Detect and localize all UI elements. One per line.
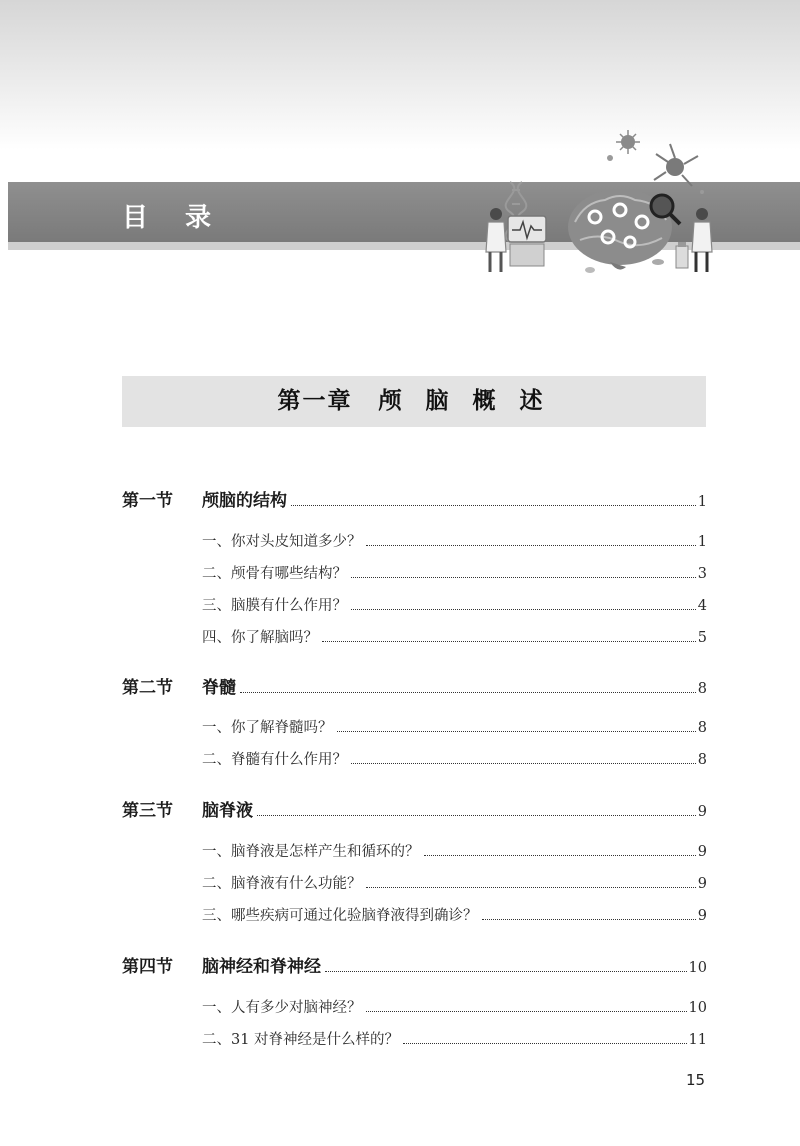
toc-item[interactable] bbox=[202, 904, 707, 930]
toc-item[interactable] bbox=[202, 840, 707, 866]
dot-leader bbox=[366, 1011, 687, 1012]
dot-leader bbox=[351, 609, 696, 610]
chapter-number: 第一章 bbox=[277, 388, 353, 414]
page-number: 8 bbox=[697, 720, 707, 736]
dot-leader bbox=[366, 545, 696, 546]
toc-section-1[interactable] bbox=[122, 486, 707, 512]
item-title: 一、你对头皮知道多少？ bbox=[202, 534, 362, 550]
section-number: 第三节 bbox=[122, 801, 173, 821]
section-number: 第一节 bbox=[122, 491, 173, 511]
page-number: 5 bbox=[697, 630, 707, 646]
dot-leader bbox=[337, 731, 696, 732]
dot-leader bbox=[257, 815, 696, 816]
page-number: 4 bbox=[697, 598, 707, 614]
item-title: 三、脑膜有什么作用？ bbox=[202, 598, 347, 614]
toc-section-4[interactable] bbox=[122, 952, 707, 978]
item-title: 一、你了解脊髓吗？ bbox=[202, 720, 333, 736]
toc-item[interactable] bbox=[202, 562, 707, 588]
page-number: 9 bbox=[697, 844, 707, 860]
dot-leader bbox=[322, 641, 696, 642]
item-title: 一、人有多少对脑神经？ bbox=[202, 1000, 362, 1016]
item-title: 二、颅骨有哪些结构？ bbox=[202, 566, 347, 582]
page-number: 8 bbox=[697, 681, 707, 697]
section-title: 脑脊液 bbox=[202, 801, 253, 821]
item-title: 二、脑脊液有什么功能？ bbox=[202, 876, 362, 892]
dot-leader bbox=[403, 1043, 686, 1044]
toc-section-2[interactable] bbox=[122, 673, 707, 699]
footer-page-number: 15 bbox=[686, 1071, 706, 1089]
monitor-icon bbox=[508, 216, 546, 266]
page-number: 9 bbox=[697, 876, 707, 892]
item-title: 四、你了解脑吗？ bbox=[202, 630, 318, 646]
brain-research-illustration bbox=[470, 122, 730, 282]
scientist-left-icon bbox=[486, 208, 506, 272]
page-title: 目 录 bbox=[122, 203, 226, 233]
page-number: 1 bbox=[697, 534, 707, 550]
dot-leader bbox=[325, 971, 687, 972]
dot-leader bbox=[424, 855, 696, 856]
dot-leader bbox=[351, 763, 696, 764]
neuron-icon bbox=[654, 144, 698, 186]
chapter-name: 颅 脑 概 述 bbox=[378, 388, 551, 414]
page-number: 11 bbox=[688, 1032, 707, 1048]
dot-leader bbox=[482, 919, 696, 920]
section-number: 第四节 bbox=[122, 957, 173, 977]
item-title: 二、31 对脊神经是什么样的？ bbox=[202, 1032, 400, 1048]
dot-leader bbox=[291, 505, 696, 506]
toc-item[interactable] bbox=[202, 530, 707, 556]
dot-leader bbox=[366, 887, 696, 888]
chapter-heading-box bbox=[122, 376, 706, 427]
page-number: 9 bbox=[697, 908, 707, 924]
toc-item[interactable] bbox=[202, 594, 707, 620]
toc-item[interactable] bbox=[202, 872, 707, 898]
section-number: 第二节 bbox=[122, 678, 173, 698]
dot-leader bbox=[240, 692, 696, 693]
page-number: 10 bbox=[688, 1000, 707, 1016]
page-number: 3 bbox=[697, 566, 707, 582]
toc-item[interactable] bbox=[202, 716, 707, 742]
page-number: 10 bbox=[688, 960, 707, 976]
page-number: 8 bbox=[697, 752, 707, 768]
toc-item[interactable] bbox=[202, 626, 707, 652]
page-number: 9 bbox=[697, 804, 707, 820]
item-title: 二、脊髓有什么作用？ bbox=[202, 752, 347, 768]
scientist-right-icon bbox=[692, 208, 712, 272]
section-title: 颅脑的结构 bbox=[202, 491, 287, 511]
toc-item[interactable] bbox=[202, 1028, 707, 1054]
toc-item[interactable] bbox=[202, 748, 707, 774]
bottle-icon bbox=[676, 242, 688, 268]
page-number: 1 bbox=[697, 494, 707, 510]
section-title: 脑神经和脊神经 bbox=[202, 957, 321, 977]
chapter-title bbox=[122, 376, 706, 427]
toc-item[interactable] bbox=[202, 996, 707, 1022]
section-title: 脊髓 bbox=[202, 678, 236, 698]
toc-section-3[interactable] bbox=[122, 796, 707, 822]
item-title: 三、哪些疾病可通过化验脑脊液得到确诊？ bbox=[202, 908, 478, 924]
dot-leader bbox=[351, 577, 696, 578]
item-title: 一、脑脊液是怎样产生和循环的？ bbox=[202, 844, 420, 860]
virus-icon bbox=[616, 130, 640, 154]
